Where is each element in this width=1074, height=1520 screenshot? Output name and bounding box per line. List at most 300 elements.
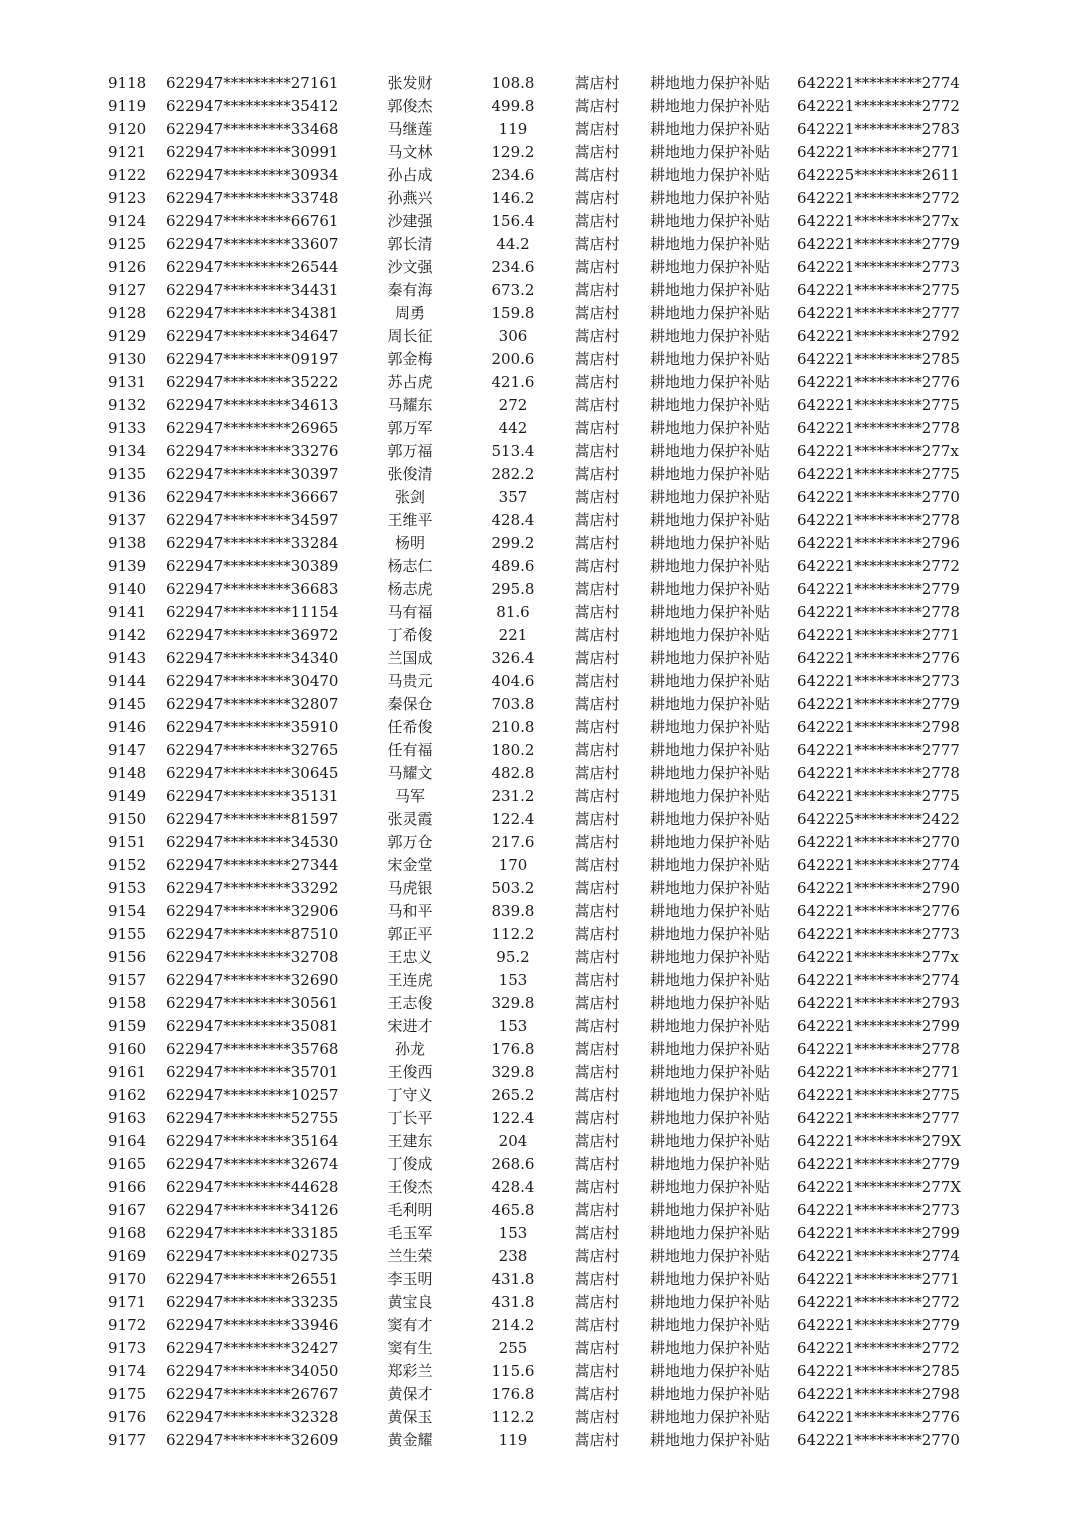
- row-index: 9130: [108, 350, 147, 368]
- table-row: [0, 578, 1074, 601]
- village-name: 蒿店村: [574, 1247, 620, 1265]
- subsidy-item: 耕地地力保护补贴: [649, 327, 770, 345]
- account-number: 622947*********33468: [166, 120, 339, 138]
- table-row: [0, 854, 1074, 877]
- account-number: 622947*********11154: [166, 603, 339, 621]
- subsidy-item: 耕地地力保护补贴: [649, 1293, 770, 1311]
- account-number: 622947*********66761: [166, 212, 339, 230]
- id-number: 642221*********2798: [797, 1385, 960, 1403]
- row-index: 9144: [108, 672, 147, 690]
- person-name: 王忠义: [387, 948, 433, 966]
- village-name: 蒿店村: [574, 143, 620, 161]
- subsidy-item: 耕地地力保护补贴: [649, 396, 770, 414]
- table-row: [0, 555, 1074, 578]
- table-row: [0, 1199, 1074, 1222]
- subsidy-item: 耕地地力保护补贴: [649, 557, 770, 575]
- id-number: 642221*********2774: [797, 971, 960, 989]
- person-name: 王俊西: [387, 1063, 433, 1081]
- village-name: 蒿店村: [574, 1040, 620, 1058]
- person-name: 马贵元: [387, 672, 433, 690]
- id-number: 642221*********2778: [797, 603, 960, 621]
- village-name: 蒿店村: [574, 948, 620, 966]
- table-row: [0, 693, 1074, 716]
- id-number: 642221*********2773: [797, 925, 960, 943]
- row-index: 9168: [108, 1224, 147, 1242]
- row-index: 9175: [108, 1385, 147, 1403]
- account-number: 622947*********34597: [166, 511, 339, 529]
- account-number: 622947*********32690: [166, 971, 339, 989]
- row-index: 9132: [108, 396, 147, 414]
- subsidy-item: 耕地地力保护补贴: [649, 465, 770, 483]
- subsidy-amount: 442: [498, 419, 528, 437]
- village-name: 蒿店村: [574, 557, 620, 575]
- subsidy-item: 耕地地力保护补贴: [649, 235, 770, 253]
- person-name: 窦有才: [387, 1316, 433, 1334]
- subsidy-amount: 272: [498, 396, 528, 414]
- subsidy-amount: 112.2: [491, 1408, 535, 1426]
- row-index: 9123: [108, 189, 147, 207]
- account-number: 622947*********35222: [166, 373, 339, 391]
- village-name: 蒿店村: [574, 1385, 620, 1403]
- row-index: 9153: [108, 879, 147, 897]
- row-index: 9137: [108, 511, 147, 529]
- subsidy-amount: 129.2: [491, 143, 535, 161]
- subsidy-item: 耕地地力保护补贴: [649, 1408, 770, 1426]
- person-name: 黄金耀: [387, 1431, 433, 1449]
- table-row: [0, 279, 1074, 302]
- subsidy-amount: 170: [498, 856, 528, 874]
- subsidy-item: 耕地地力保护补贴: [649, 764, 770, 782]
- account-number: 622947*********34050: [166, 1362, 339, 1380]
- id-number: 642221*********2774: [797, 1247, 960, 1265]
- village-name: 蒿店村: [574, 971, 620, 989]
- table-row: [0, 1337, 1074, 1360]
- id-number: 642221*********2772: [797, 189, 960, 207]
- person-name: 马有福: [387, 603, 433, 621]
- subsidy-amount: 265.2: [491, 1086, 535, 1104]
- table-row: [0, 808, 1074, 831]
- subsidy-amount: 428.4: [491, 1178, 535, 1196]
- subsidy-item: 耕地地力保护补贴: [649, 281, 770, 299]
- person-name: 马和平: [387, 902, 433, 920]
- village-name: 蒿店村: [574, 856, 620, 874]
- village-name: 蒿店村: [574, 350, 620, 368]
- account-number: 622947*********10257: [166, 1086, 339, 1104]
- id-number: 642221*********2774: [797, 74, 960, 92]
- subsidy-amount: 204: [498, 1132, 528, 1150]
- village-name: 蒿店村: [574, 1362, 620, 1380]
- person-name: 王建东: [387, 1132, 433, 1150]
- table-row: [0, 992, 1074, 1015]
- id-number: 642221*********2776: [797, 649, 960, 667]
- id-number: 642221*********2778: [797, 764, 960, 782]
- person-name: 马耀东: [387, 396, 433, 414]
- row-index: 9127: [108, 281, 147, 299]
- person-name: 王俊杰: [387, 1178, 433, 1196]
- subsidy-amount: 489.6: [491, 557, 535, 575]
- person-name: 丁长平: [387, 1109, 433, 1127]
- village-name: 蒿店村: [574, 787, 620, 805]
- subsidy-item: 耕地地力保护补贴: [649, 948, 770, 966]
- id-number: 642221*********2777: [797, 304, 960, 322]
- row-index: 9148: [108, 764, 147, 782]
- person-name: 黄保才: [387, 1385, 433, 1403]
- village-name: 蒿店村: [574, 442, 620, 460]
- row-index: 9155: [108, 925, 147, 943]
- subsidy-amount: 295.8: [491, 580, 535, 598]
- subsidy-item: 耕地地力保护补贴: [649, 1063, 770, 1081]
- id-number: 642221*********277x: [797, 948, 959, 966]
- subsidy-item: 耕地地力保护补贴: [649, 833, 770, 851]
- person-name: 秦保仓: [387, 695, 433, 713]
- village-name: 蒿店村: [574, 1201, 620, 1219]
- subsidy-amount: 115.6: [491, 1362, 535, 1380]
- account-number: 622947*********33235: [166, 1293, 339, 1311]
- row-index: 9176: [108, 1408, 147, 1426]
- id-number: 642221*********2771: [797, 143, 960, 161]
- person-name: 兰国成: [387, 649, 433, 667]
- account-number: 622947*********32674: [166, 1155, 339, 1173]
- subsidy-amount: 231.2: [491, 787, 535, 805]
- id-number: 642221*********2785: [797, 1362, 960, 1380]
- account-number: 622947*********35131: [166, 787, 339, 805]
- subsidy-item: 耕地地力保护补贴: [649, 649, 770, 667]
- account-number: 622947*********34647: [166, 327, 339, 345]
- person-name: 王连虎: [387, 971, 433, 989]
- person-name: 郑彩兰: [387, 1362, 433, 1380]
- village-name: 蒿店村: [574, 1270, 620, 1288]
- village-name: 蒿店村: [574, 258, 620, 276]
- id-number: 642221*********2798: [797, 718, 960, 736]
- account-number: 622947*********30389: [166, 557, 339, 575]
- subsidy-amount: 421.6: [491, 373, 535, 391]
- table-row: [0, 670, 1074, 693]
- account-number: 622947*********02735: [166, 1247, 339, 1265]
- village-name: 蒿店村: [574, 764, 620, 782]
- row-index: 9170: [108, 1270, 147, 1288]
- row-index: 9119: [108, 97, 147, 115]
- person-name: 杨明: [394, 534, 425, 552]
- table-row: [0, 371, 1074, 394]
- subsidy-table: [0, 72, 1074, 1452]
- table-row: [0, 1360, 1074, 1383]
- person-name: 黄宝良: [387, 1293, 433, 1311]
- village-name: 蒿店村: [574, 1017, 620, 1035]
- subsidy-amount: 329.8: [491, 994, 535, 1012]
- table-row: [0, 1268, 1074, 1291]
- account-number: 622947*********34530: [166, 833, 339, 851]
- subsidy-item: 耕地地力保护补贴: [649, 1224, 770, 1242]
- account-number: 622947*********44628: [166, 1178, 339, 1196]
- id-number: 642221*********2777: [797, 741, 960, 759]
- row-index: 9121: [108, 143, 147, 161]
- id-number: 642225*********2422: [797, 810, 960, 828]
- person-name: 李玉明: [387, 1270, 433, 1288]
- subsidy-amount: 153: [498, 971, 528, 989]
- account-number: 622947*********36667: [166, 488, 339, 506]
- person-name: 杨志仁: [387, 557, 433, 575]
- person-name: 张剑: [394, 488, 425, 506]
- id-number: 642221*********2785: [797, 350, 960, 368]
- subsidy-amount: 428.4: [491, 511, 535, 529]
- subsidy-amount: 95.2: [496, 948, 530, 966]
- village-name: 蒿店村: [574, 626, 620, 644]
- id-number: 642221*********2778: [797, 1040, 960, 1058]
- village-name: 蒿店村: [574, 603, 620, 621]
- id-number: 642221*********279X: [797, 1132, 962, 1150]
- person-name: 兰生荣: [387, 1247, 433, 1265]
- account-number: 622947*********30397: [166, 465, 339, 483]
- subsidy-item: 耕地地力保护补贴: [649, 74, 770, 92]
- subsidy-item: 耕地地力保护补贴: [649, 741, 770, 759]
- subsidy-amount: 238: [498, 1247, 528, 1265]
- village-name: 蒿店村: [574, 902, 620, 920]
- subsidy-amount: 255: [498, 1339, 528, 1357]
- person-name: 沙文强: [387, 258, 433, 276]
- row-index: 9162: [108, 1086, 147, 1104]
- account-number: 622947*********32708: [166, 948, 339, 966]
- id-number: 642221*********2796: [797, 534, 960, 552]
- table-row: [0, 463, 1074, 486]
- account-number: 622947*********33185: [166, 1224, 339, 1242]
- id-number: 642221*********2774: [797, 856, 960, 874]
- village-name: 蒿店村: [574, 994, 620, 1012]
- subsidy-item: 耕地地力保护补贴: [649, 580, 770, 598]
- account-number: 622947*********32807: [166, 695, 339, 713]
- subsidy-item: 耕地地力保护补贴: [649, 925, 770, 943]
- account-number: 622947*********26767: [166, 1385, 339, 1403]
- row-index: 9136: [108, 488, 147, 506]
- table-row: [0, 440, 1074, 463]
- table-row: [0, 164, 1074, 187]
- subsidy-item: 耕地地力保护补贴: [649, 1339, 770, 1357]
- table-row: [0, 1383, 1074, 1406]
- id-number: 642221*********2770: [797, 488, 960, 506]
- row-index: 9177: [108, 1431, 147, 1449]
- row-index: 9134: [108, 442, 147, 460]
- village-name: 蒿店村: [574, 189, 620, 207]
- subsidy-amount: 499.8: [491, 97, 535, 115]
- subsidy-item: 耕地地力保护补贴: [649, 534, 770, 552]
- table-row: [0, 325, 1074, 348]
- table-row: [0, 624, 1074, 647]
- table-row: [0, 417, 1074, 440]
- subsidy-amount: 176.8: [491, 1385, 535, 1403]
- village-name: 蒿店村: [574, 695, 620, 713]
- village-name: 蒿店村: [574, 1293, 620, 1311]
- table-row: [0, 1130, 1074, 1153]
- account-number: 622947*********30470: [166, 672, 339, 690]
- subsidy-amount: 503.2: [491, 879, 535, 897]
- subsidy-amount: 431.8: [491, 1270, 535, 1288]
- account-number: 622947*********35081: [166, 1017, 339, 1035]
- subsidy-item: 耕地地力保护补贴: [649, 350, 770, 368]
- village-name: 蒿店村: [574, 1339, 620, 1357]
- village-name: 蒿店村: [574, 534, 620, 552]
- account-number: 622947*********35164: [166, 1132, 339, 1150]
- subsidy-item: 耕地地力保护补贴: [649, 1270, 770, 1288]
- row-index: 9164: [108, 1132, 147, 1150]
- subsidy-amount: 153: [498, 1224, 528, 1242]
- id-number: 642221*********2799: [797, 1017, 960, 1035]
- subsidy-amount: 306: [498, 327, 528, 345]
- table-row: [0, 509, 1074, 532]
- table-row: [0, 969, 1074, 992]
- subsidy-item: 耕地地力保护补贴: [649, 971, 770, 989]
- row-index: 9161: [108, 1063, 147, 1081]
- account-number: 622947*********27161: [166, 74, 339, 92]
- village-name: 蒿店村: [574, 1086, 620, 1104]
- row-index: 9152: [108, 856, 147, 874]
- account-number: 622947*********09197: [166, 350, 339, 368]
- id-number: 642221*********2775: [797, 1086, 960, 1104]
- id-number: 642221*********2773: [797, 1201, 960, 1219]
- account-number: 622947*********33946: [166, 1316, 339, 1334]
- table-row: [0, 72, 1074, 95]
- subsidy-amount: 299.2: [491, 534, 535, 552]
- account-number: 622947*********36683: [166, 580, 339, 598]
- village-name: 蒿店村: [574, 1132, 620, 1150]
- person-name: 张发财: [387, 74, 433, 92]
- table-row: [0, 1107, 1074, 1130]
- row-index: 9129: [108, 327, 147, 345]
- village-name: 蒿店村: [574, 511, 620, 529]
- village-name: 蒿店村: [574, 741, 620, 759]
- id-number: 642221*********2772: [797, 1293, 960, 1311]
- person-name: 丁守义: [387, 1086, 433, 1104]
- table-row: [0, 923, 1074, 946]
- row-index: 9149: [108, 787, 147, 805]
- account-number: 622947*********33607: [166, 235, 339, 253]
- table-row: [0, 900, 1074, 923]
- subsidy-item: 耕地地力保护补贴: [649, 1362, 770, 1380]
- id-number: 642221*********2775: [797, 465, 960, 483]
- village-name: 蒿店村: [574, 833, 620, 851]
- subsidy-item: 耕地地力保护补贴: [649, 695, 770, 713]
- id-number: 642221*********2790: [797, 879, 960, 897]
- person-name: 丁希俊: [387, 626, 433, 644]
- subsidy-amount: 513.4: [491, 442, 535, 460]
- subsidy-amount: 234.6: [491, 166, 535, 184]
- account-number: 622947*********33276: [166, 442, 339, 460]
- subsidy-amount: 122.4: [491, 1109, 535, 1127]
- id-number: 642221*********2778: [797, 419, 960, 437]
- id-number: 642221*********2772: [797, 557, 960, 575]
- subsidy-amount: 180.2: [491, 741, 535, 759]
- subsidy-amount: 119: [498, 1431, 528, 1449]
- subsidy-item: 耕地地力保护补贴: [649, 1040, 770, 1058]
- account-number: 622947*********33748: [166, 189, 339, 207]
- person-name: 窦有生: [387, 1339, 433, 1357]
- person-name: 苏占虎: [387, 373, 433, 391]
- account-number: 622947*********52755: [166, 1109, 339, 1127]
- subsidy-amount: 326.4: [491, 649, 535, 667]
- row-index: 9156: [108, 948, 147, 966]
- table-row: [0, 486, 1074, 509]
- subsidy-amount: 404.6: [491, 672, 535, 690]
- village-name: 蒿店村: [574, 97, 620, 115]
- id-number: 642221*********2792: [797, 327, 960, 345]
- table-row: [0, 785, 1074, 808]
- subsidy-amount: 221: [498, 626, 528, 644]
- account-number: 622947*********34613: [166, 396, 339, 414]
- subsidy-item: 耕地地力保护补贴: [649, 1201, 770, 1219]
- table-row: [0, 394, 1074, 417]
- subsidy-item: 耕地地力保护补贴: [649, 626, 770, 644]
- table-row: [0, 1061, 1074, 1084]
- subsidy-amount: 431.8: [491, 1293, 535, 1311]
- id-number: 642221*********2771: [797, 1270, 960, 1288]
- account-number: 622947*********34126: [166, 1201, 339, 1219]
- subsidy-item: 耕地地力保护补贴: [649, 902, 770, 920]
- row-index: 9147: [108, 741, 147, 759]
- village-name: 蒿店村: [574, 649, 620, 667]
- row-index: 9141: [108, 603, 147, 621]
- person-name: 王志俊: [387, 994, 433, 1012]
- account-number: 622947*********35412: [166, 97, 339, 115]
- table-row: [0, 739, 1074, 762]
- person-name: 马文林: [387, 143, 433, 161]
- person-name: 宋进才: [387, 1017, 433, 1035]
- id-number: 642221*********2779: [797, 580, 960, 598]
- person-name: 秦有海: [387, 281, 433, 299]
- village-name: 蒿店村: [574, 718, 620, 736]
- subsidy-amount: 329.8: [491, 1063, 535, 1081]
- subsidy-item: 耕地地力保护补贴: [649, 189, 770, 207]
- table-row: [0, 1015, 1074, 1038]
- subsidy-item: 耕地地力保护补贴: [649, 120, 770, 138]
- person-name: 周长征: [387, 327, 433, 345]
- row-index: 9131: [108, 373, 147, 391]
- row-index: 9174: [108, 1362, 147, 1380]
- subsidy-item: 耕地地力保护补贴: [649, 1155, 770, 1173]
- person-name: 任有福: [387, 741, 433, 759]
- table-row: [0, 877, 1074, 900]
- subsidy-item: 耕地地力保护补贴: [649, 1086, 770, 1104]
- village-name: 蒿店村: [574, 304, 620, 322]
- row-index: 9146: [108, 718, 147, 736]
- village-name: 蒿店村: [574, 120, 620, 138]
- village-name: 蒿店村: [574, 373, 620, 391]
- person-name: 王维平: [387, 511, 433, 529]
- person-name: 黄保玉: [387, 1408, 433, 1426]
- village-name: 蒿店村: [574, 396, 620, 414]
- village-name: 蒿店村: [574, 1224, 620, 1242]
- row-index: 9138: [108, 534, 147, 552]
- account-number: 622947*********32427: [166, 1339, 339, 1357]
- village-name: 蒿店村: [574, 74, 620, 92]
- village-name: 蒿店村: [574, 488, 620, 506]
- account-number: 622947*********30991: [166, 143, 339, 161]
- village-name: 蒿店村: [574, 1316, 620, 1334]
- village-name: 蒿店村: [574, 419, 620, 437]
- table-row: [0, 141, 1074, 164]
- row-index: 9122: [108, 166, 147, 184]
- subsidy-amount: 217.6: [491, 833, 535, 851]
- person-name: 郭金梅: [387, 350, 433, 368]
- row-index: 9171: [108, 1293, 147, 1311]
- id-number: 642221*********2778: [797, 511, 960, 529]
- subsidy-item: 耕地地力保护补贴: [649, 672, 770, 690]
- table-row: [0, 1406, 1074, 1429]
- village-name: 蒿店村: [574, 327, 620, 345]
- table-row: [0, 532, 1074, 555]
- subsidy-amount: 108.8: [491, 74, 535, 92]
- account-number: 622947*********30934: [166, 166, 339, 184]
- table-row: [0, 831, 1074, 854]
- row-index: 9139: [108, 557, 147, 575]
- person-name: 杨志虎: [387, 580, 433, 598]
